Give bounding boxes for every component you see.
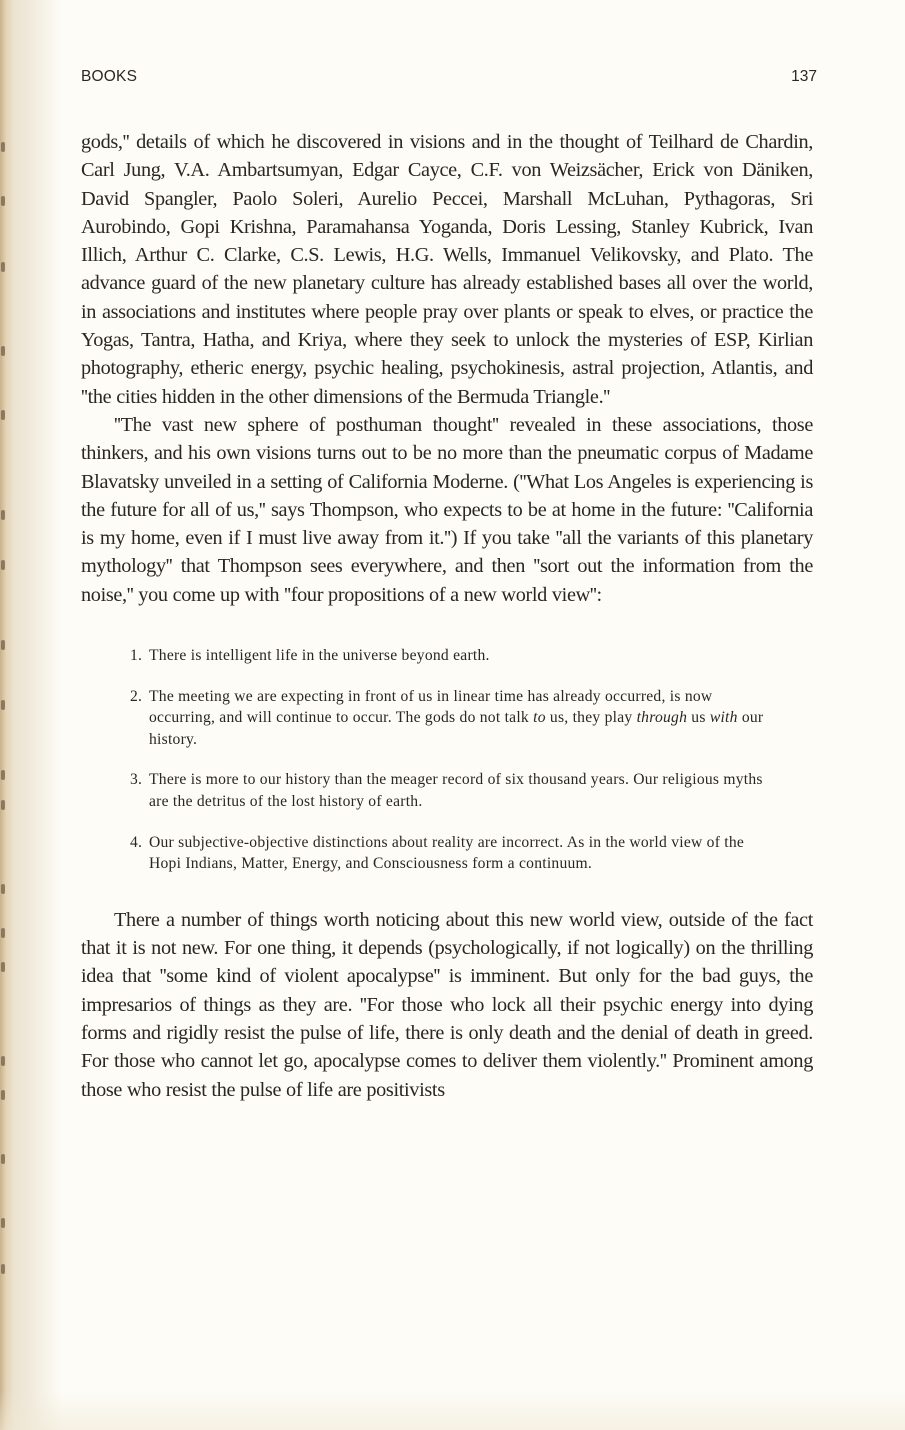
propositions-list [130, 645, 770, 875]
binding-edge-marks [0, 0, 10, 1430]
proposition-item [130, 769, 770, 812]
proposition-text-run: our history. [149, 709, 764, 748]
section-title: BOOKS [81, 68, 138, 85]
proposition-text-run: us, they play [545, 709, 637, 727]
paragraph-continued: gods,'' details of which he discovered in visions and in the thought of Teilhard de Chardin, Carl Jung, V.A. Ambartsumyan, Edgar Cayce, C.F. von Weizsächer, Erick von Däniken, David Spangler, Paolo Soleri, Aurelio Peccei, Marshall McLuhan, Pythagoras, Sri Aurobindo, Gopi Krishna, Paramahansa Yoganda, Doris Lessing, Stanley Kubrick, Ivan Illich, Arthur C. Clarke, C.S. Lewis, H.G. Wells, Immanuel Velikovsky, and Plato. The advance guard of the new planetary culture has already established bases all over the world, in associations and institutes where people pray over plants or speak to elves, or practice the Yogas, Tantra, Hatha, and Kriya, where they seek to unlock the mysteries of ESP, Kirlian photography, etheric energy, psychic healing, psychokinesis, astral projection, Atlantis, and ''the cities hidden in the other dimensions of the Bermuda Triangle.'' [81, 131, 813, 408]
proposition-text-run: There is intelligent life in the universe beyond earth. [149, 647, 490, 665]
proposition-text [149, 769, 770, 812]
paragraph-new-world-view: There a number of things worth noticing about this new world view, outside of the fact that it is not new. For one thing, it depends (psychologically, if not logically) on the thrilling idea that ''some kind of violent apocalypse'' is imminent. But only for the bad guys, the impresarios of things as they are. ''For those who lock all their psychic energy into dying forms and rigidly resist the pulse of life, there is only death and the denial of death in greed. For those who cannot let go, apocalypse comes to deliver them violently.'' Prominent among those who resist the pulse of life are positivists [81, 908, 813, 1101]
book-page [81, 68, 817, 1104]
proposition-item [130, 832, 770, 875]
proposition-text [149, 686, 770, 751]
proposition-item [130, 686, 770, 751]
proposition-text-run: The meeting we are expecting in front of us in linear time has already occurred, is now occurring, and will continue to occur. The gods do not talk [149, 687, 713, 727]
proposition-text [149, 832, 770, 875]
paragraph-vast-new-sphere: ''The vast new sphere of posthuman thought'' revealed in these associations, those thinkers, and his own visions turns out to be no more than the pneumatic corpus of Madame Blavatsky unveiled in a setting of California Moderne. (''What Los Angeles is experiencing is the future for all of us,'' says Thompson, who expects to be at home in the future: ''California is my home, even if I must live away from it.'') If you take ''all the variants of this planetary mythology'' that Thompson sees everywhere, and then ''sort out the information from the noise,'' you come up with ''four propositions of a new world view'': [81, 413, 813, 606]
proposition-number: 2. [130, 687, 143, 705]
proposition-text-run: Our subjective-objective distinctions about reality are incorrect. As in the world view of the Hopi Indians, Matter, Energy, and Consciousness form a continuum. [149, 833, 745, 873]
emphasis-to: to [533, 709, 546, 727]
proposition-number: 1. [130, 647, 143, 665]
page-number: 137 [791, 68, 817, 85]
proposition-number: 4. [130, 833, 143, 851]
page-bottom-shade [0, 1390, 905, 1430]
proposition-text [149, 645, 770, 667]
proposition-number: 3. [130, 771, 143, 789]
proposition-item [130, 645, 770, 667]
running-head [81, 68, 817, 96]
proposition-text-run: There is more to our history than the meager record of six thousand years. Our religious myths are the detritus of the lost history of earth. [149, 771, 763, 811]
proposition-text-run: us [687, 709, 710, 727]
emphasis-with: with [709, 709, 738, 727]
emphasis-through: through [636, 709, 688, 727]
